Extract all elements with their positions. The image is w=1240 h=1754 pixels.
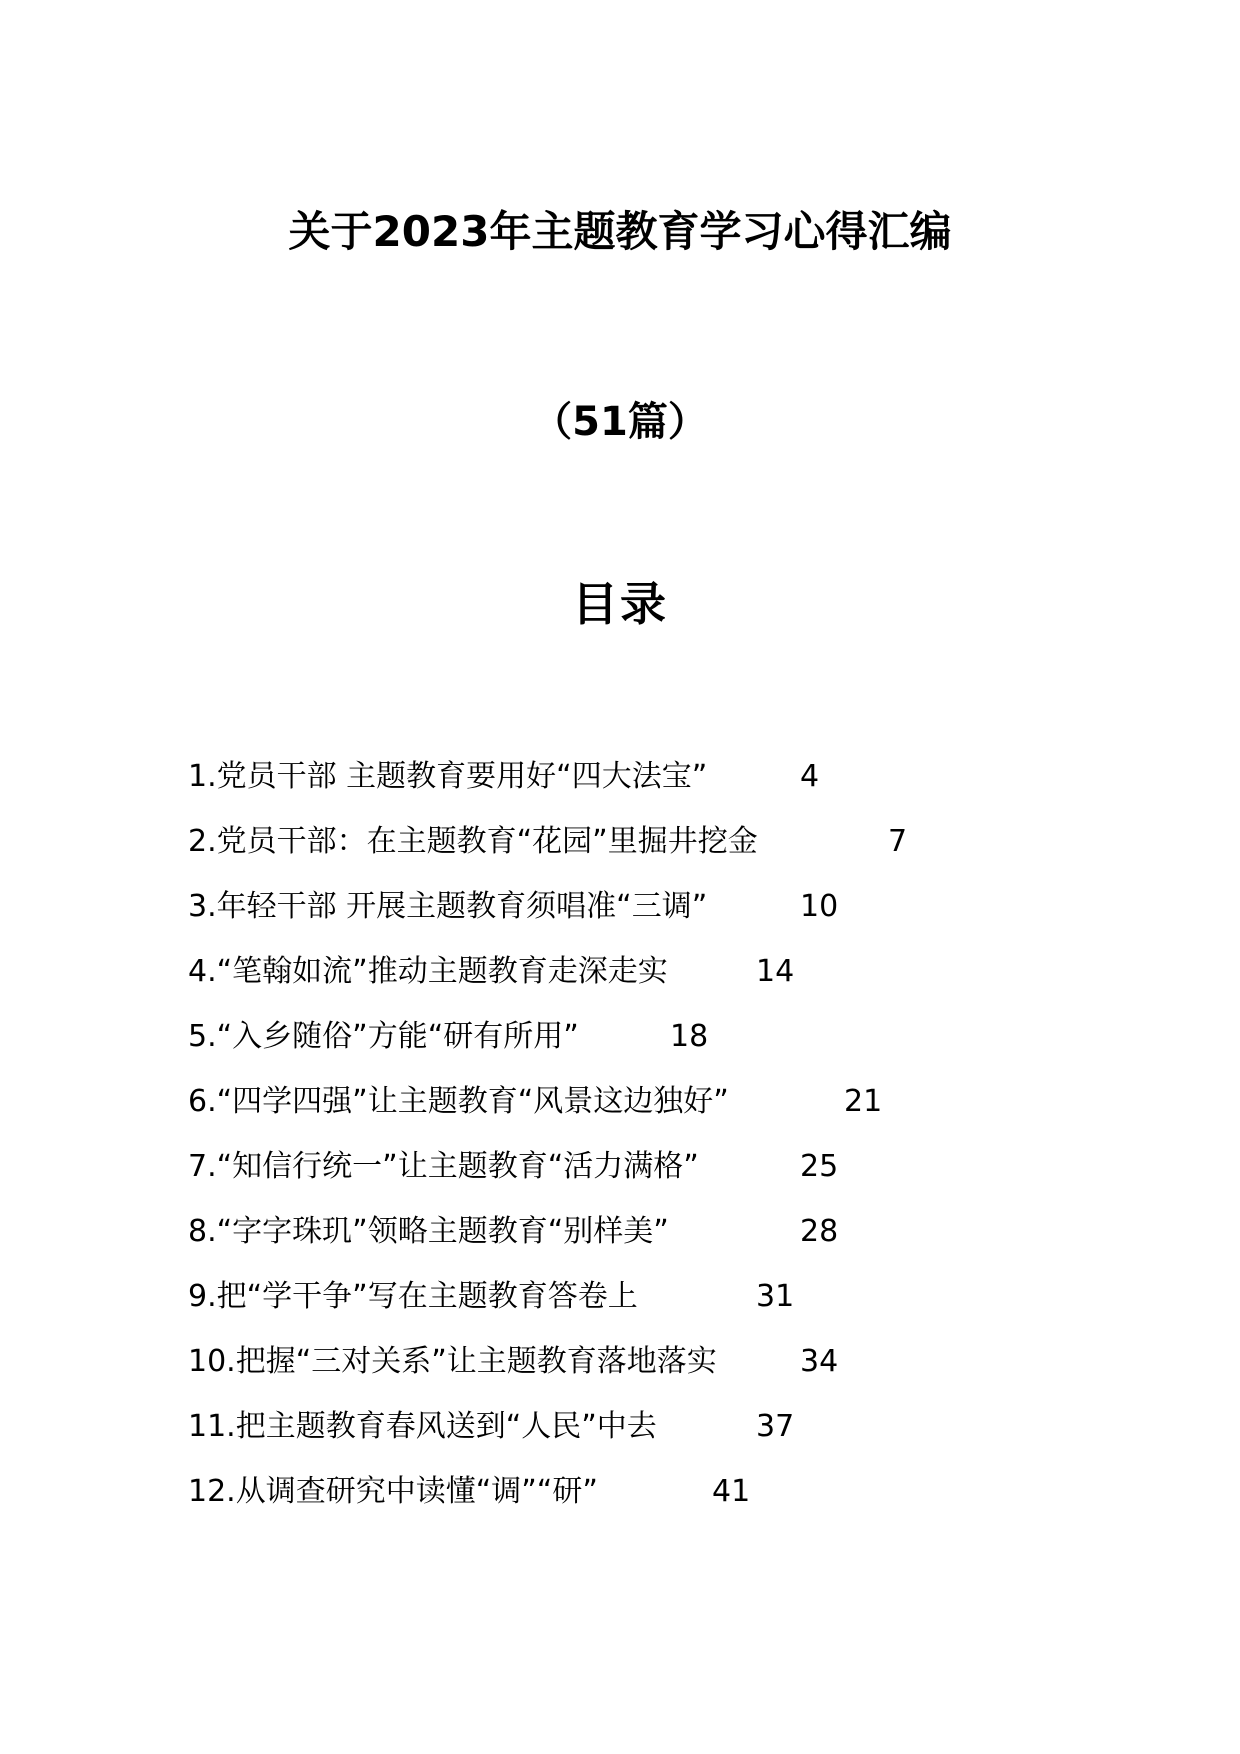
toc-entry-title: 5.“入乡随俗”方能“研有所用”	[188, 1019, 579, 1054]
toc-entry-page: 4	[800, 759, 820, 794]
toc-entry	[188, 1145, 1088, 1210]
toc-entry	[188, 1470, 1088, 1535]
toc-entry-title: 4.“笔翰如流”推动主题教育走深走实	[188, 954, 668, 989]
toc-entry	[188, 1015, 1088, 1080]
toc-entry-title: 3.年轻干部 开展主题教育须唱准“三调”	[188, 889, 708, 924]
toc-entry-page: 31	[756, 1279, 795, 1314]
toc-entry-title: 10.把握“三对关系”让主题教育落地落实	[188, 1344, 717, 1379]
toc-entry-page: 14	[756, 954, 795, 989]
toc-heading: 目录	[572, 577, 668, 631]
toc-entry	[188, 950, 1088, 1015]
toc-entry-page: 37	[756, 1409, 795, 1444]
toc-entry-title: 1.党员干部 主题教育要用好“四大法宝”	[188, 759, 708, 794]
toc-entry	[188, 1210, 1088, 1275]
toc-entry-page: 18	[670, 1019, 709, 1054]
toc-entry	[188, 820, 1088, 885]
toc-entry-page: 10	[800, 889, 839, 924]
toc-entry-page: 25	[800, 1149, 839, 1184]
table-of-contents	[188, 755, 1088, 1535]
toc-entry-page: 41	[712, 1474, 751, 1509]
toc-entry	[188, 885, 1088, 950]
toc-entry-title: 9.把“学干争”写在主题教育答卷上	[188, 1279, 638, 1314]
toc-entry-page: 34	[800, 1344, 839, 1379]
toc-entry	[188, 755, 1088, 820]
toc-entry-title: 8.“字字珠玑”领略主题教育“别样美”	[188, 1214, 669, 1249]
document-subtitle: （51篇）	[532, 399, 708, 445]
toc-entry	[188, 1405, 1088, 1470]
toc-entry-title: 7.“知信行统一”让主题教育“活力满格”	[188, 1149, 699, 1184]
document-title: 关于2023年主题教育学习心得汇编	[288, 207, 952, 256]
toc-entry-title: 12.从调查研究中读懂“调”“研”	[188, 1474, 598, 1509]
toc-entry	[188, 1275, 1088, 1340]
toc-entry-title: 6.“四学四强”让主题教育“风景这边独好”	[188, 1084, 729, 1119]
toc-entry	[188, 1080, 1088, 1145]
toc-entry-title: 2.党员干部：在主题教育“花园”里掘井挖金	[188, 824, 758, 859]
toc-entry-page: 7	[888, 824, 908, 859]
toc-entry	[188, 1340, 1088, 1405]
toc-entry-page: 28	[800, 1214, 839, 1249]
toc-entry-page: 21	[844, 1084, 883, 1119]
toc-entry-title: 11.把主题教育春风送到“人民”中去	[188, 1409, 657, 1444]
